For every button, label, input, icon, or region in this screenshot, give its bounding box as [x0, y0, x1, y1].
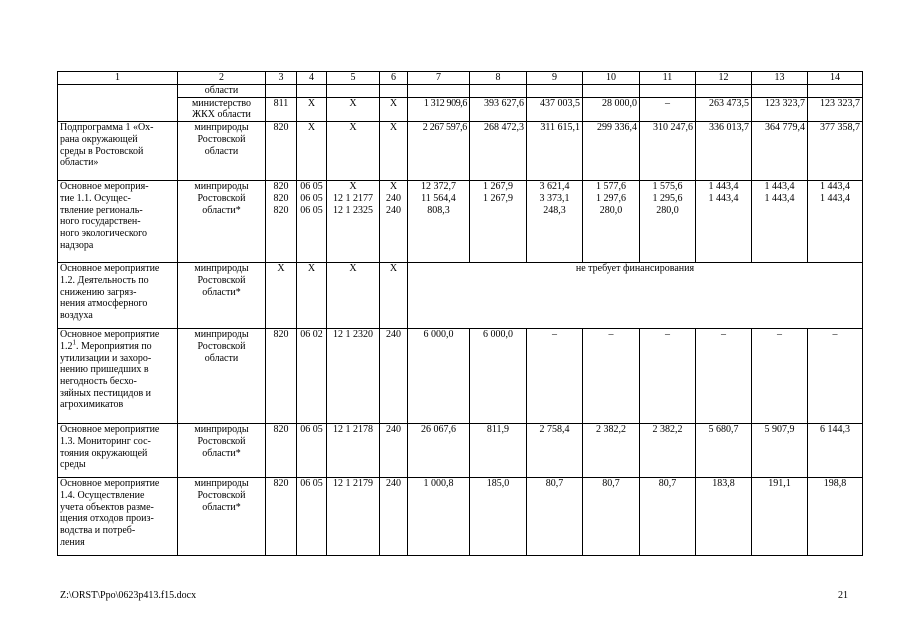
header-cell: 6	[380, 72, 408, 85]
header-cell: 9	[527, 72, 583, 85]
responsible-cell: министерство ЖКХ области	[178, 97, 266, 121]
amount-cell: 12 372,7 11 564,4 808,3	[408, 181, 470, 263]
amount-cell: 26 067,6	[408, 424, 470, 478]
vr-cell: X	[380, 97, 408, 121]
amount-cell: 1 312 909,6	[408, 97, 470, 121]
csr-cell: 12 1 2179	[327, 478, 380, 556]
amount-cell: –	[640, 329, 696, 424]
amount-cell: 2 382,2	[583, 424, 640, 478]
budget-table	[57, 71, 863, 556]
program-name-cell: Основное мероприя- тие 1.1. Осущес- твление региональ- ного государствен- ного экологического надзора	[58, 181, 178, 263]
vr-cell: 240	[380, 424, 408, 478]
program-name-cell: Основное мероприятие 1.2. Деятельность по снижению загряз- нения атмосферного воздуха	[58, 263, 178, 329]
header-cell: 8	[470, 72, 527, 85]
csr-cell: X 12 1 2177 12 1 2325	[327, 181, 380, 263]
amount-cell: 185,0	[470, 478, 527, 556]
header-cell: 1	[58, 72, 178, 85]
page-number: 21	[838, 590, 848, 601]
csr-cell: X	[327, 263, 380, 329]
table-row-measure-1-3	[58, 424, 863, 478]
amount-cell: –	[583, 329, 640, 424]
amount-cell: 28 000,0	[583, 97, 640, 121]
vr-cell: X	[380, 263, 408, 329]
amount-cell: 6 000,0	[470, 329, 527, 424]
amount-cell: –	[752, 329, 808, 424]
amount-cell: 5 680,7	[696, 424, 752, 478]
table-row-ministry	[58, 97, 863, 121]
rzpr-cell: X	[297, 97, 327, 121]
table-row-measure-1-4	[58, 478, 863, 556]
header-cell: 14	[808, 72, 863, 85]
header-cell: 3	[266, 72, 297, 85]
amount-cell: 1 575,6 1 295,6 280,0	[640, 181, 696, 263]
table-row-oblasti	[58, 85, 863, 98]
grbs-cell: 820	[266, 329, 297, 424]
header-cell: 2	[178, 72, 266, 85]
amount-cell: 198,8	[808, 478, 863, 556]
amount-cell: 123 323,7	[752, 97, 808, 121]
responsible-cell: минприроды Ростовской области	[178, 122, 266, 181]
amount-cell: –	[696, 329, 752, 424]
header-cell: 7	[408, 72, 470, 85]
grbs-cell: 820	[266, 424, 297, 478]
amount-cell: –	[808, 329, 863, 424]
vr-cell: 240	[380, 478, 408, 556]
program-name-cell: Основное мероприятие $1.2^1$. Мероприятия по утилизации и захоро- нению пришедших в негодность бесхо- зяйных пестицидов и агрохимикатов	[58, 329, 178, 424]
table-row-measure-1-1	[58, 181, 863, 263]
empty-cell	[58, 85, 178, 122]
rzpr-cell: X	[297, 122, 327, 181]
csr-cell: 12 1 2178	[327, 424, 380, 478]
amount-cell: 6 144,3	[808, 424, 863, 478]
table-row-measure-1-2-1	[58, 329, 863, 424]
amount-cell: 80,7	[527, 478, 583, 556]
header-cell: 4	[297, 72, 327, 85]
amount-cell: 263 473,5	[696, 97, 752, 121]
table-row-measure-1-2	[58, 263, 863, 329]
program-name-cell: Основное мероприятие 1.3. Мониторинг сос- тояния окружающей среды	[58, 424, 178, 478]
rzpr-cell: 06 02	[297, 329, 327, 424]
amount-cell: 123 323,7	[808, 97, 863, 121]
amount-cell: 1 577,6 1 297,6 280,0	[583, 181, 640, 263]
amount-cell: 311 615,1	[527, 122, 583, 181]
responsible-cell: минприроды Ростовской области*	[178, 424, 266, 478]
amount-cell: –	[640, 97, 696, 121]
csr-cell: X	[327, 122, 380, 181]
amount-cell: 377 358,7	[808, 122, 863, 181]
grbs-cell: X	[266, 263, 297, 329]
header-cell: 13	[752, 72, 808, 85]
rzpr-cell: 06 05 06 05 06 05	[297, 181, 327, 263]
program-name-cell: Подпрограмма 1 «Ох- рана окружающей среды в Ростовской области»	[58, 122, 178, 181]
amount-cell: 191,1	[752, 478, 808, 556]
amount-cell: 1 443,4 1 443,4	[808, 181, 863, 263]
header-row	[58, 72, 863, 85]
amount-cell: 1 267,9 1 267,9	[470, 181, 527, 263]
amount-cell: 80,7	[640, 478, 696, 556]
responsible-cell: области	[178, 85, 266, 98]
amount-cell: 1 000,8	[408, 478, 470, 556]
grbs-cell: 820	[266, 478, 297, 556]
grbs-cell: 811	[266, 97, 297, 121]
header-cell: 10	[583, 72, 640, 85]
footer-file-path: Z:\ORST\Ppo\0623p413.f15.docx	[60, 590, 197, 601]
amount-cell: 6 000,0	[408, 329, 470, 424]
amount-cell: 5 907,9	[752, 424, 808, 478]
rzpr-cell: 06 05	[297, 478, 327, 556]
amount-cell: 80,7	[583, 478, 640, 556]
amount-cell: 299 336,4	[583, 122, 640, 181]
csr-cell: X	[327, 97, 380, 121]
amount-cell: 437 003,5	[527, 97, 583, 121]
vr-cell: X 240 240	[380, 181, 408, 263]
rzpr-cell: X	[297, 263, 327, 329]
amount-cell: 364 779,4	[752, 122, 808, 181]
amount-cell: 811,9	[470, 424, 527, 478]
header-cell: 11	[640, 72, 696, 85]
header-cell: 12	[696, 72, 752, 85]
responsible-cell: минприроды Ростовской области*	[178, 181, 266, 263]
amount-cell: 310 247,6	[640, 122, 696, 181]
amount-cell: 268 472,3	[470, 122, 527, 181]
header-cell: 5	[327, 72, 380, 85]
program-name-cell: Основное мероприятие 1.4. Осуществление учета объектов разме- щения отходов произ- водства и потреб- ления	[58, 478, 178, 556]
amount-cell: 2 382,2	[640, 424, 696, 478]
amount-cell: 2 758,4	[527, 424, 583, 478]
amount-cell: 1 443,4 1 443,4	[696, 181, 752, 263]
grbs-cell: 820	[266, 122, 297, 181]
amount-cell: –	[527, 329, 583, 424]
vr-cell: X	[380, 122, 408, 181]
responsible-cell: минприроды Ростовской области*	[178, 263, 266, 329]
amount-cell: 336 013,7	[696, 122, 752, 181]
vr-cell: 240	[380, 329, 408, 424]
amount-cell: 3 621,4 3 373,1 248,3	[527, 181, 583, 263]
table-row-subprogram-1	[58, 122, 863, 181]
amount-cell: 2 267 597,6	[408, 122, 470, 181]
no-funding-note: не требует финансирования	[408, 263, 863, 329]
responsible-cell: минприроды Ростовской области*	[178, 478, 266, 556]
csr-cell: 12 1 2320	[327, 329, 380, 424]
amount-cell: 1 443,4 1 443,4	[752, 181, 808, 263]
rzpr-cell: 06 05	[297, 424, 327, 478]
amount-cell: 393 627,6	[470, 97, 527, 121]
footnote-mark: 1	[72, 338, 76, 347]
amount-cell: 183,8	[696, 478, 752, 556]
responsible-cell: минприроды Ростовской области	[178, 329, 266, 424]
grbs-cell: 820 820 820	[266, 181, 297, 263]
